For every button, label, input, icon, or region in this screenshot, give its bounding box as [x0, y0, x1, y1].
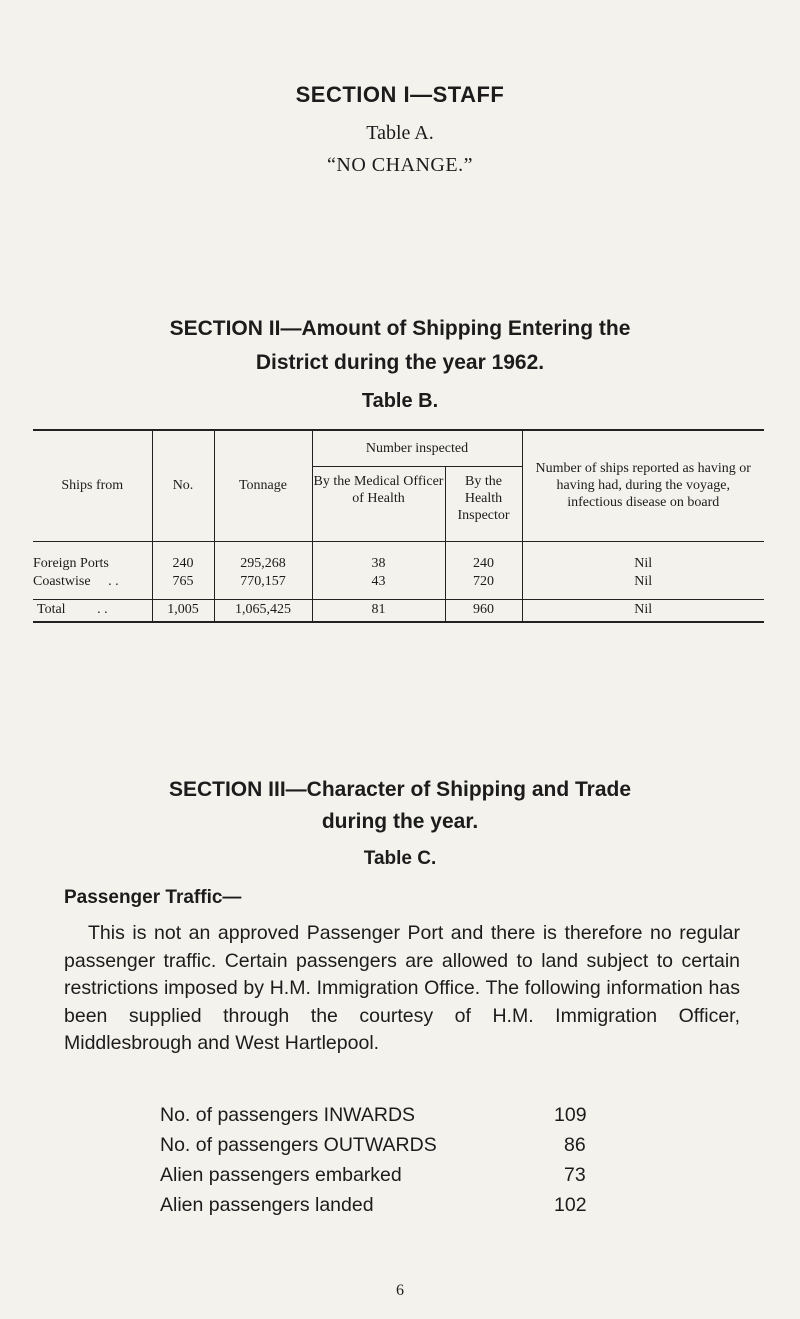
infectious-coastwise: Nil	[634, 573, 653, 589]
inspector-foreign: 240	[473, 555, 494, 571]
infectious-cell	[522, 541, 764, 599]
passenger-traffic-paragraph: This is not an approved Passenger Port and there is therefore no regular passenger traffic. Certain passengers are allowed to land subject to certain restrictions imposed by H.M. Immigration Office. The following information has been supplied through the courtesy of H.M. Immigration Officer, Middlesbrough and West Hartlepool.	[64, 922, 740, 1054]
stat-value-inwards: 109	[554, 1104, 587, 1126]
total-tonnage: 1,065,425	[214, 599, 312, 622]
passenger-traffic-heading: Passenger Traffic—	[64, 887, 242, 908]
header-tonnage: Tonnage	[214, 430, 312, 541]
total-medical: 81	[312, 599, 445, 622]
header-by-medical-officer: By the Medical Officer of Health	[312, 466, 445, 541]
ships-from-cell	[33, 541, 152, 599]
header-infectious-disease: Number of ships reported as having or having had, during the voyage, infectious disease on board	[522, 430, 764, 541]
table-b-label: Table B.	[361, 390, 439, 412]
header-number-inspected: Number inspected	[312, 430, 522, 466]
tonnage-coastwise: 770,157	[240, 573, 286, 589]
total-label: Total . .	[33, 599, 152, 622]
tonnage-cell	[214, 541, 312, 599]
no-cell	[152, 541, 214, 599]
medical-foreign: 38	[371, 555, 386, 571]
stat-label-outwards: No. of passengers OUTWARDS	[160, 1134, 437, 1156]
tonnage-foreign: 295,268	[240, 555, 286, 571]
table-c-label: Table C.	[363, 848, 437, 869]
no-change-note: “NO CHANGE.”	[327, 154, 473, 176]
stat-label-inwards: No. of passengers INWARDS	[160, 1104, 416, 1126]
section-3-subtitle: during the year.	[321, 810, 479, 833]
total-no: 1,005	[152, 599, 214, 622]
total-inspector: 960	[445, 599, 522, 622]
no-foreign: 240	[172, 555, 194, 571]
section-1-title: SECTION I—STAFF	[295, 82, 505, 107]
shipping-table	[33, 429, 764, 623]
infectious-foreign: Nil	[634, 555, 653, 571]
section-3-title: SECTION III—Character of Shipping and Trade	[168, 778, 632, 801]
section-2-title: SECTION II—Amount of Shipping Entering the	[169, 317, 631, 340]
stat-value-outwards: 86	[564, 1134, 586, 1156]
total-infectious: Nil	[522, 599, 764, 622]
medical-cell	[312, 541, 445, 599]
inspector-coastwise: 720	[473, 573, 494, 589]
header-no: No.	[152, 430, 214, 541]
stat-label-embarked: Alien passengers embarked	[160, 1164, 402, 1186]
stat-label-landed: Alien passengers landed	[160, 1194, 374, 1216]
inspector-cell	[445, 541, 522, 599]
ships-from-foreign: Foreign Ports	[33, 555, 109, 571]
medical-coastwise: 43	[371, 573, 386, 589]
section-2-subtitle: District during the year 1962.	[255, 351, 545, 374]
stat-value-landed: 102	[554, 1194, 587, 1216]
page-number: 6	[396, 1282, 404, 1299]
header-ships-from: Ships from	[33, 430, 152, 541]
header-by-health-inspector: By the Health Inspector	[445, 466, 522, 541]
table-a-label: Table A.	[366, 122, 434, 144]
stat-value-embarked: 73	[564, 1164, 586, 1186]
total-row	[33, 599, 764, 622]
ships-from-coastwise: Coastwise . .	[33, 573, 119, 589]
no-coastwise: 765	[172, 573, 194, 589]
